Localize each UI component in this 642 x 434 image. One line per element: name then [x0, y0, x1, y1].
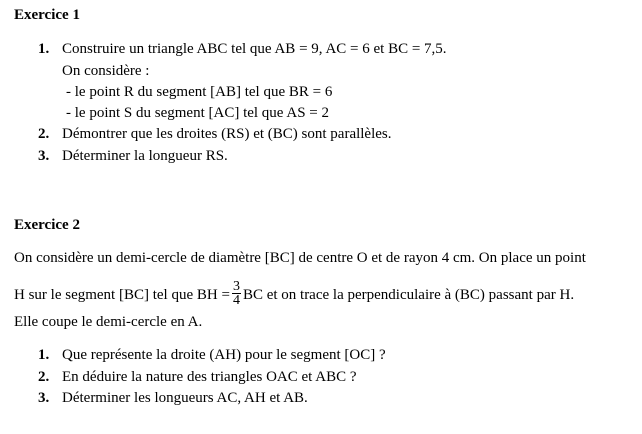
- fraction-numerator: 3: [232, 279, 240, 294]
- exercise-1-title: Exercice 1: [14, 7, 80, 23]
- ex2-paragraph-line-1: On considère un demi-cercle de diamètre [BC] de centre O et de rayon 4 cm. On place un point: [14, 250, 586, 266]
- ex1-item-1-text: Construire un triangle ABC tel que AB = 9, AC = 6 et BC = 7,5.: [62, 41, 447, 57]
- fraction-denominator: 4: [232, 293, 240, 308]
- ex1-point-r-text: - le point R du segment [AB] tel que BR = 6: [66, 84, 333, 100]
- exercise-2-title: Exercice 2: [14, 217, 80, 233]
- ex2-paragraph-line-3: Elle coupe le demi-cercle en A.: [14, 314, 203, 330]
- ex2-paragraph-line-2: [14, 279, 575, 309]
- ex1-item-3-text: Déterminer la longueur RS.: [62, 148, 228, 164]
- ex1-item-1-number: 1.: [38, 41, 50, 57]
- ex1-item-2-text: Démontrer que les droites (RS) et (BC) sont parallèles.: [62, 126, 392, 142]
- ex2-item-1-text: Que représente la droite (AH) pour le segment [OC] ?: [62, 347, 386, 363]
- ex2-paragraph-line-2-after: BC et on trace la perpendiculaire à (BC) passant par H.: [242, 286, 575, 303]
- fraction-three-quarters: [232, 280, 241, 307]
- ex1-item-3-number: 3.: [38, 148, 50, 164]
- ex1-item-2-number: 2.: [38, 126, 50, 142]
- ex1-point-s-text: - le point S du segment [AC] tel que AS = 2: [66, 105, 330, 121]
- ex2-item-2-number: 2.: [38, 369, 50, 385]
- ex1-considere-text: On considère :: [62, 63, 150, 79]
- ex2-item-2-text: En déduire la nature des triangles OAC et ABC ?: [62, 369, 357, 385]
- ex2-paragraph-line-2-before: H sur le segment [BC] tel que BH =: [14, 286, 230, 303]
- ex2-item-3-number: 3.: [38, 390, 50, 406]
- ex2-item-1-number: 1.: [38, 347, 50, 363]
- ex2-item-3-text: Déterminer les longueurs AC, AH et AB.: [62, 390, 308, 406]
